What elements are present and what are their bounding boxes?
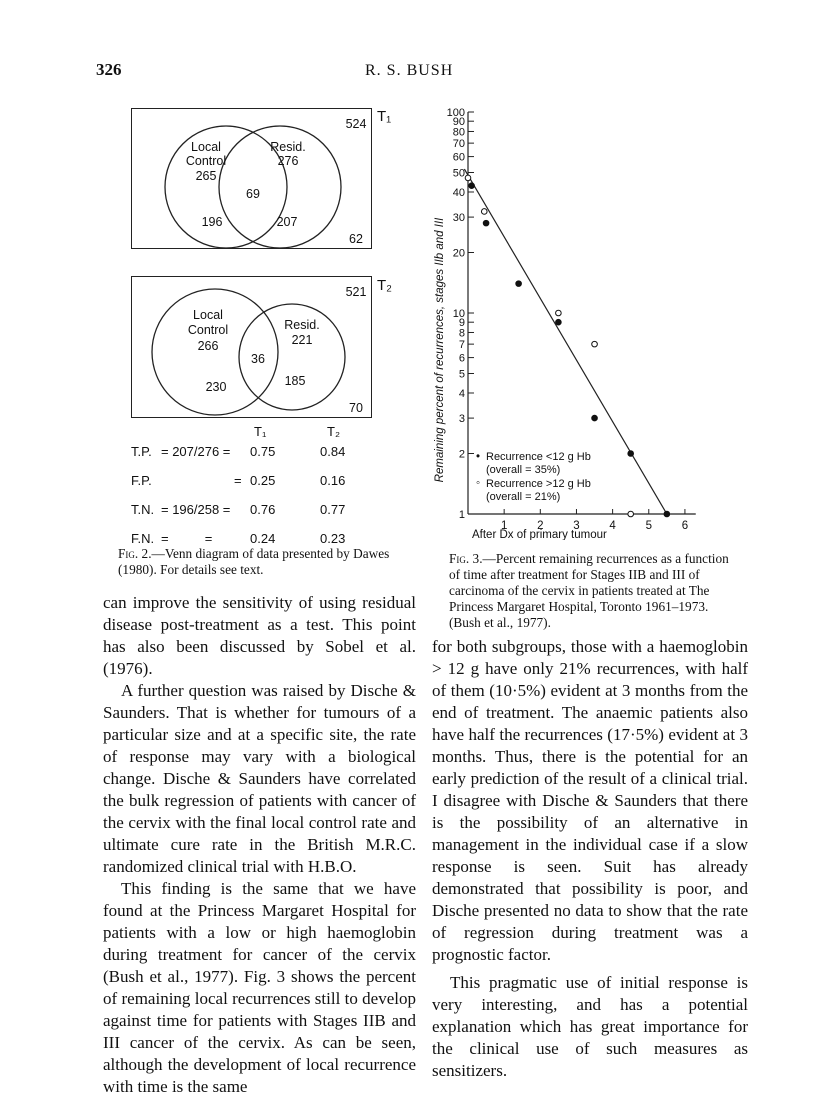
- data-point-low-hb: [592, 415, 598, 421]
- rates-t1: 0.24: [250, 531, 276, 546]
- venn-t1-left-circle: [165, 126, 287, 248]
- data-point-low-hb: [516, 281, 522, 287]
- fig3-label: Fig. 3.: [449, 551, 483, 566]
- right-column: [432, 636, 748, 1082]
- rates-t1: 0.76: [250, 502, 276, 517]
- data-point-low-hb: [556, 319, 562, 325]
- legend-note-filled: (overall = 35%): [486, 464, 561, 476]
- rates-t2: 0.16: [320, 473, 346, 488]
- y-tick-label: 70: [452, 138, 465, 151]
- y-tick-label: 9: [458, 317, 465, 330]
- venn-t1-right-title: Resid.: [270, 140, 306, 154]
- y-tick-label: 7: [458, 339, 465, 352]
- fig3-plot-area: [447, 107, 696, 532]
- venn-t2-right-title: Resid.: [284, 318, 320, 332]
- venn-t1-left-title2: Control: [185, 154, 227, 168]
- venn-t2-left-value: 266: [197, 339, 219, 353]
- venn-t2-left-title1: Local: [193, 308, 223, 322]
- venn-t1-overlap: 69: [246, 187, 260, 201]
- data-point-low-hb: [469, 183, 475, 189]
- fig3-caption: [449, 551, 731, 631]
- data-point-high-hb: [628, 511, 634, 517]
- y-tick-label: 80: [452, 126, 465, 139]
- legend-label-open: Recurrence >12 g Hb: [486, 478, 591, 490]
- y-tick-label: 60: [452, 151, 465, 164]
- rates-col-t1: T₁: [254, 424, 267, 439]
- venn-t2-box: [131, 276, 372, 418]
- y-tick-label: 6: [458, 352, 465, 365]
- page-number: 326: [96, 60, 122, 79]
- x-tick-label: 1: [500, 520, 508, 532]
- running-header: R. S. BUSH: [365, 62, 454, 79]
- y-tick-label: 10: [452, 308, 465, 320]
- rates-row: [131, 444, 371, 473]
- left-paragraph-3: This finding is the same that we have found at the Princess Margaret Hospital for patients with a low or high haemoglobin during treatment for cancer of the cervix (Bush et al., 1977). Fig. 3 shows the percent of remaining local recurrences still to develop against time for patients with Stages IIB and III cancer of the cervix. As can be seen, although the development of local recurrence with time is the same: [103, 879, 416, 1096]
- legend-note-open: (overall = 21%): [486, 491, 561, 503]
- venn-t1-outside: 62: [349, 232, 363, 246]
- venn-t1-diagram: [132, 109, 373, 250]
- legend-symbol-open: ◦: [476, 477, 481, 489]
- fig3-ylabel: Remaining percent of recurrences, stages IIb and III: [434, 217, 446, 483]
- venn-t1-left-value: 265: [195, 169, 217, 183]
- y-tick-label: 100: [446, 107, 465, 119]
- y-tick-label: 50: [452, 167, 465, 180]
- x-tick-label: 6: [681, 520, 689, 532]
- legend-label-filled: Recurrence <12 g Hb: [486, 451, 591, 463]
- right-paragraph-2: This pragmatic use of initial response is very interesting, and has a potential explanation which has great importance for the clinical use of such measures as sensitizers.: [432, 973, 748, 1080]
- data-point-high-hb: [556, 310, 562, 316]
- rates-label: T.N.: [131, 502, 155, 517]
- y-tick-label: 3: [458, 413, 465, 426]
- legend-symbol-filled: •: [476, 451, 481, 463]
- fig2-label: Fig. 2.: [118, 546, 152, 561]
- x-tick-label: 5: [645, 520, 652, 532]
- fig3-xlabel: After Dx of primary tumour: [472, 529, 607, 540]
- y-tick-label: 2: [458, 448, 465, 461]
- left-paragraph-2: A further question was raised by Dische & Saunders. That is whether for tumours of a particular size and at a specific site, the rate of response may vary with a biological change. Dische & Saunders have correlated the bulk regression of patients with cancer of the cervix with the final local control rate and ultimate cure rate in the British M.R.C. randomized clinical trial with H.B.O.: [103, 681, 416, 876]
- x-tick-label: 4: [609, 520, 616, 532]
- y-tick-label: 1: [458, 509, 465, 521]
- venn-t2-label: T₂: [377, 277, 392, 294]
- data-point-high-hb: [481, 209, 487, 215]
- y-tick-label: 4: [458, 387, 465, 400]
- fig2-caption: [118, 546, 390, 578]
- venn-t1-right-value: 276: [277, 154, 299, 168]
- rates-label: F.P.: [131, 473, 152, 488]
- data-point-low-hb: [628, 451, 634, 457]
- rates-t1: 0.75: [250, 444, 276, 459]
- left-column: [103, 592, 416, 1098]
- data-point-high-hb: [465, 175, 471, 181]
- rates-t2: 0.77: [320, 502, 346, 517]
- rates-col-t2: T₂: [327, 424, 340, 439]
- venn-t1-total: 524: [345, 117, 367, 131]
- rates-table: [131, 424, 371, 560]
- venn-t2-right-only: 185: [284, 374, 306, 388]
- venn-t2-outside: 70: [349, 401, 363, 415]
- venn-t1-box: [131, 108, 372, 249]
- rates-eq: = =: [161, 531, 213, 546]
- venn-t1-left-title1: Local: [191, 140, 221, 154]
- data-point-low-hb: [483, 220, 489, 226]
- x-tick-label: 2: [537, 520, 544, 532]
- y-tick-label: 90: [452, 116, 465, 129]
- rates-row: [131, 473, 371, 502]
- rates-t2: 0.84: [320, 444, 346, 459]
- fig2-text: —Venn diagram of data presented by Dawes (1980). For details see text.: [118, 546, 390, 577]
- venn-t2-total: 521: [345, 285, 367, 299]
- rates-row: [131, 502, 371, 531]
- venn-t2-left-only: 230: [205, 380, 227, 394]
- x-tick-label: 3: [573, 520, 580, 532]
- venn-t2-right-value: 221: [291, 333, 313, 347]
- rates-t2: 0.23: [320, 531, 346, 546]
- fig3-chart: [430, 100, 730, 540]
- fig3-text: —Percent remaining recurrences as a function of time after treatment for Stages IIB and III of carcinoma of the cervix in patients treated at The Princess Margaret Hospital, Toronto 1961–1973. (Bush et al., 1977).: [449, 551, 729, 630]
- venn-t2-left-title2: Control: [187, 323, 229, 337]
- y-tick-label: 8: [458, 327, 465, 340]
- venn-t1-left-only: 196: [201, 215, 223, 229]
- right-paragraph-1: for both subgroups, those with a haemoglobin > 12 g have only 21% recurrences, with half of them (10·5%) evident at 3 months from the end of treatment. The anaemic patients also have half the recurrences (17·5%) evident at 3 months. Thus, there is the potential for an early prediction of the result of a clinical trial. I disagree with Dische & Saunders that there is the possibility of an alternative in management in the individual case if a slow response is seen. Suit has already demonstrated that possibility is poor, and Dische presented no data to show that the rate of regression during treatment was a prognostic factor.: [432, 637, 748, 964]
- rates-eq: = 207/276 =: [161, 444, 231, 459]
- rates-label: F.N.: [131, 531, 155, 546]
- rates-eq: =: [234, 473, 242, 488]
- rates-t1: 0.25: [250, 473, 276, 488]
- venn-t1-right-only: 207: [276, 215, 298, 229]
- rates-eq: = 196/258 =: [161, 502, 231, 517]
- venn-t2-overlap: 36: [251, 352, 265, 366]
- venn-t1-label: T₁: [377, 108, 392, 125]
- rates-label: T.P.: [131, 444, 152, 459]
- left-paragraph-1: can improve the sensitivity of using residual disease post-treatment as a test. This point has also been discussed by Sobel et al. (1976).: [103, 593, 416, 678]
- data-point-high-hb: [592, 341, 598, 347]
- venn-t2-diagram: [132, 277, 373, 419]
- data-point-low-hb: [664, 511, 670, 517]
- y-tick-label: 20: [452, 247, 465, 260]
- y-tick-label: 40: [452, 186, 465, 199]
- y-tick-label: 30: [452, 212, 465, 225]
- y-tick-label: 5: [458, 368, 465, 381]
